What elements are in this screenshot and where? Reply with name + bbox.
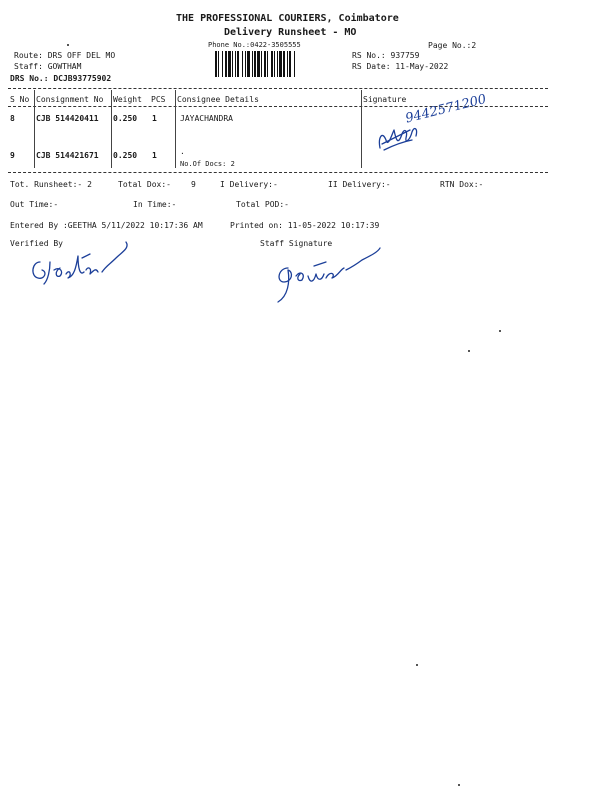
verifier-signature	[26, 232, 136, 288]
col-divider	[175, 90, 176, 168]
total-pod: Total POD:-	[236, 200, 289, 209]
barcode-bar	[247, 51, 250, 77]
barcode-bar	[277, 51, 278, 77]
staff-signature	[266, 236, 386, 310]
barcode-bar	[264, 51, 266, 77]
printed-on: Printed on: 11-05-2022 10:17:39	[230, 221, 380, 230]
scan-speck	[458, 784, 460, 786]
barcode-bar	[235, 51, 236, 77]
row-weight: 0.250	[113, 114, 138, 123]
barcode-bar	[242, 51, 243, 77]
row-consignment: CJB 514420411	[36, 114, 99, 123]
staff-label: Staff: GOWTHAM	[14, 62, 82, 71]
col-divider	[34, 90, 35, 168]
table-top-divider	[8, 88, 548, 89]
scan-speck	[468, 350, 470, 352]
scan-speck	[416, 664, 418, 666]
row-consignee: .	[180, 147, 185, 156]
scan-speck	[67, 44, 69, 46]
row-weight: 0.250	[113, 151, 138, 160]
col-header-weight: Weight	[113, 95, 142, 104]
out-time: Out Time:-	[10, 200, 59, 209]
in-time: In Time:-	[133, 200, 177, 209]
col-header-consignment: Consignment No	[36, 95, 104, 104]
barcode-bar	[245, 51, 246, 77]
total-dox-value: 9	[191, 180, 196, 189]
barcode-bar	[252, 51, 253, 77]
barcode-bar	[279, 51, 282, 77]
barcode-bar	[215, 51, 217, 77]
drs-number: DRS No.: DCJB93775902	[10, 74, 112, 83]
recipient-phone-handwritten: 9442571200	[404, 91, 488, 127]
col-divider	[361, 90, 362, 168]
col-header-sno: S No	[10, 95, 30, 104]
barcode-bar	[257, 51, 260, 77]
scan-speck	[499, 330, 501, 332]
col-header-pcs: PCS	[151, 95, 166, 104]
col-header-signature: Signature	[363, 95, 407, 104]
barcode-bar	[218, 51, 219, 77]
row-pcs: 1	[152, 151, 157, 160]
col-header-consignee: Consignee Details	[177, 95, 259, 104]
barcode-bar	[274, 51, 275, 77]
route-label: Route: DRS OFF DEL MO	[14, 51, 116, 60]
rtn-dox: RTN Dox:-	[440, 180, 484, 189]
ii-delivery: II Delivery:-	[328, 180, 391, 189]
barcode-bar	[237, 51, 239, 77]
barcode	[215, 51, 325, 77]
barcode-bar	[222, 51, 223, 77]
totals-divider	[8, 172, 548, 173]
no-of-docs: No.Of Docs: 2	[180, 160, 235, 168]
page-number: Page No.:2	[428, 41, 477, 50]
barcode-bar	[228, 51, 231, 77]
barcode-bar	[271, 51, 273, 77]
document-title: Delivery Runsheet - MO	[224, 27, 357, 38]
rs-number: RS No.: 937759	[352, 51, 420, 60]
verified-by-label: Verified By	[10, 239, 63, 248]
barcode-bar	[283, 51, 285, 77]
barcode-bar	[261, 51, 262, 77]
row-consignment: CJB 514421671	[36, 151, 99, 160]
total-dox-label: Total Dox:-	[118, 180, 171, 189]
barcode-bar	[225, 51, 227, 77]
i-delivery: I Delivery:-	[220, 180, 278, 189]
row-sno: 9	[10, 151, 15, 160]
barcode-bar	[267, 51, 268, 77]
barcode-bar	[287, 51, 288, 77]
barcode-bar	[289, 51, 291, 77]
company-name: THE PROFESSIONAL COURIERS, Coimbatore	[176, 13, 399, 24]
col-divider	[111, 90, 112, 168]
row-sno: 8	[10, 114, 15, 123]
entered-by: Entered By :GEETHA 5/11/2022 10:17:36 AM	[10, 221, 203, 230]
row-consignee: JAYACHANDRA	[180, 114, 233, 123]
barcode-bar	[232, 51, 233, 77]
barcode-bar	[294, 51, 295, 77]
rs-date: RS Date: 11-May-2022	[352, 62, 449, 71]
row-pcs: 1	[152, 114, 157, 123]
staff-signature-label: Staff Signature	[260, 239, 333, 248]
tot-runsheet: Tot. Runsheet:- 2	[10, 180, 92, 189]
phone-number: Phone No.:0422-3505555	[208, 41, 301, 49]
barcode-bar	[254, 51, 256, 77]
